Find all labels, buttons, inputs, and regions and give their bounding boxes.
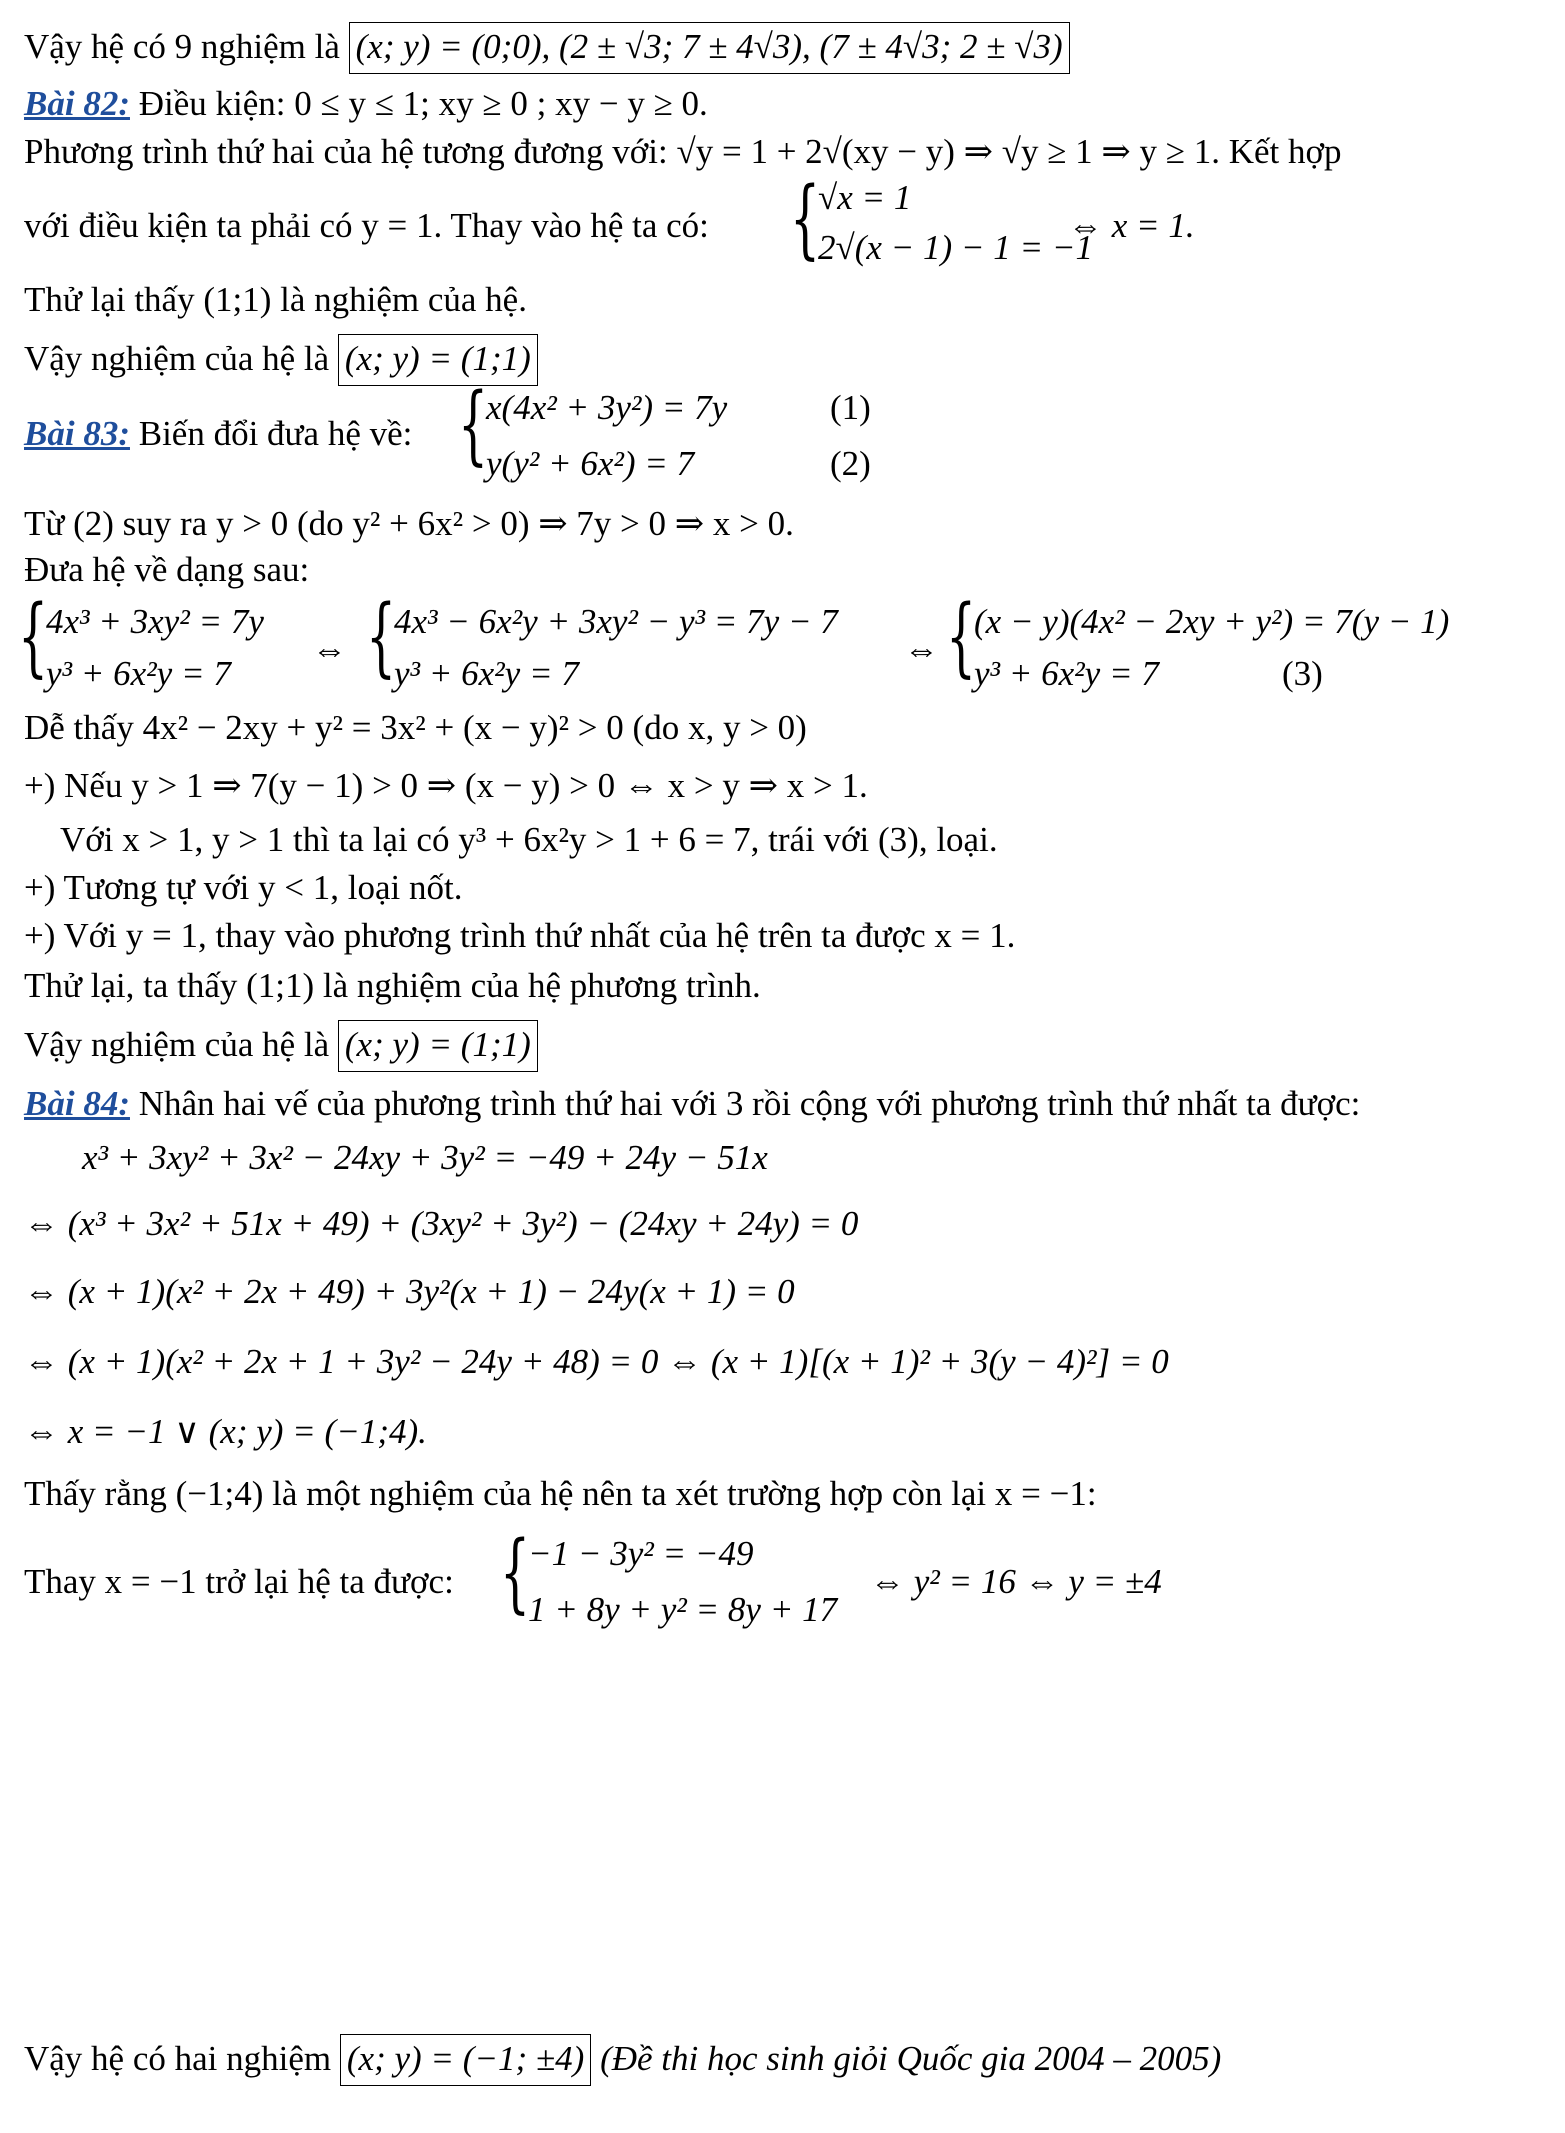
problem-83-header bbox=[24, 412, 412, 456]
system-eq-1: 4x³ + 3xy² = 7y bbox=[46, 602, 264, 641]
system-eq-2: y³ + 6x²y = 7 bbox=[394, 654, 579, 693]
text-line bbox=[24, 1472, 1097, 1516]
boxed-answer: (x; y) = (1;1) bbox=[338, 334, 538, 386]
equation-system bbox=[366, 587, 906, 694]
system-eq-1: x(4x² + 3y²) = 7y bbox=[486, 388, 728, 427]
equation-system bbox=[18, 587, 318, 694]
conclusion-text: Vậy nghiệm của hệ là bbox=[24, 1025, 330, 1064]
text-line bbox=[24, 204, 709, 248]
text-line bbox=[24, 706, 807, 750]
system-eq-2: 1 + 8y + y² = 8y + 17 bbox=[528, 1590, 838, 1629]
case-text: +) Nếu y > 1 ⇒ 7(y − 1) > 0 ⇒ (x − y) > 0 ⇔ x > y ⇒ x > 1. bbox=[24, 766, 868, 805]
derivation-line: ⇔ (x + 1)(x² + 2x + 49) + 3y²(x + 1) − 24y(x + 1) = 0 bbox=[24, 1272, 795, 1311]
equation-system bbox=[458, 375, 898, 492]
system-result: ⇔ y² = 16 ⇔ y = ±4 bbox=[870, 1562, 1162, 1601]
equation-tag: (2) bbox=[830, 444, 871, 483]
problem-82-condition: Điều kiện: 0 ≤ y ≤ 1; xy ≥ 0 ; xy − y ≥ 0. bbox=[138, 84, 708, 123]
problem-84-intro: Nhân hai vế của phương trình thứ hai với 3 rồi cộng với phương trình thứ nhất ta được: bbox=[138, 1084, 1361, 1123]
text-line bbox=[60, 818, 998, 862]
system-eq-2: 2√(x − 1) − 1 = −1 bbox=[818, 228, 1094, 267]
condition-text: với điều kiện ta phải có y = 1. Thay vào hệ ta có: bbox=[24, 206, 709, 245]
conclusion-line-bai81 bbox=[24, 22, 1070, 74]
brace-icon: { bbox=[458, 375, 489, 475]
conclusion-text: Vậy nghiệm của hệ là bbox=[24, 339, 330, 378]
deduction-text: Từ (2) suy ra y > 0 (do y² + 6x² > 0) ⇒ 7y > 0 ⇒ x > 0. bbox=[24, 504, 794, 543]
problem-83-intro: Biến đổi đưa hệ về: bbox=[138, 414, 413, 453]
case-text: +) Tương tự với y < 1, loại nốt. bbox=[24, 868, 463, 907]
conclusion-line-bai84 bbox=[24, 2034, 1221, 2086]
conclusion-text: Vậy hệ có hai nghiệm bbox=[24, 2039, 332, 2078]
boxed-answer: (x; y) = (1;1) bbox=[338, 1020, 538, 1072]
text-line bbox=[24, 964, 761, 1008]
system-eq-1: (x − y)(4x² − 2xy + y²) = 7(y − 1) bbox=[974, 602, 1450, 641]
text-line bbox=[24, 764, 868, 808]
derivation-line: ⇔ (x + 1)(x² + 2x + 1 + 3y² − 24y + 48) = 0 ⇔ (x + 1)[(x + 1)² + 3(y − 4)²] = 0 bbox=[24, 1342, 1169, 1381]
iff-symbol: ⇔ bbox=[312, 630, 347, 669]
transform-text: Đưa hệ về dạng sau: bbox=[24, 550, 310, 589]
substitution-text: Thay x = −1 trở lại hệ ta được: bbox=[24, 1562, 454, 1601]
brace-icon: { bbox=[790, 169, 821, 269]
problem-84-header bbox=[24, 1082, 1360, 1126]
brace-icon: { bbox=[946, 587, 977, 687]
case-text: Thấy rằng (−1;4) là một nghiệm của hệ nên ta xét trường hợp còn lại x = −1: bbox=[24, 1474, 1097, 1513]
system-result: ⇔ x = 1. bbox=[1068, 206, 1195, 245]
system-eq-1: √x = 1 bbox=[818, 178, 912, 217]
problem-82-header bbox=[24, 82, 708, 126]
text-line bbox=[1068, 204, 1195, 248]
brace-icon: { bbox=[18, 587, 49, 687]
text-line bbox=[24, 866, 463, 910]
boxed-answer: (x; y) = (−1; ±4) bbox=[340, 2034, 591, 2086]
text-line bbox=[24, 130, 1342, 174]
brace-icon: { bbox=[500, 1523, 531, 1623]
equation-system bbox=[500, 1523, 860, 1640]
conclusion-line-bai83 bbox=[24, 1020, 538, 1072]
case-text: Với x > 1, y > 1 thì ta lại có y³ + 6x²y > 1 + 6 = 7, trái với (3), loại. bbox=[60, 820, 998, 859]
verification-text: Thử lại thấy (1;1) là nghiệm của hệ. bbox=[24, 280, 527, 319]
equation-system bbox=[946, 587, 1546, 694]
case-text: +) Với y = 1, thay vào phương trình thứ nhất của hệ trên ta được x = 1. bbox=[24, 916, 1016, 955]
problem-83-title: Bài 83: bbox=[24, 414, 130, 453]
equation-system bbox=[790, 169, 1110, 276]
equation-tag: (1) bbox=[830, 388, 871, 427]
system-eq-1: −1 − 3y² = −49 bbox=[528, 1534, 754, 1573]
observation-text: Dễ thấy 4x² − 2xy + y² = 3x² + (x − y)² > 0 (do x, y > 0) bbox=[24, 708, 807, 747]
text-line bbox=[24, 548, 309, 592]
problem-84-title: Bài 84: bbox=[24, 1084, 130, 1123]
derivation-line: ⇔ (x³ + 3x² + 51x + 49) + (3xy² + 3y²) − (24xy + 24y) = 0 bbox=[24, 1204, 859, 1243]
brace-icon: { bbox=[366, 587, 397, 687]
boxed-answer: (x; y) = (0;0), (2 ± √3; 7 ± 4√3), (7 ± 4√3; 2 ± √3) bbox=[349, 22, 1070, 74]
verification-text: Thử lại, ta thấy (1;1) là nghiệm của hệ phương trình. bbox=[24, 966, 761, 1005]
system-eq-2: y³ + 6x²y = 7 bbox=[46, 654, 231, 693]
text-line bbox=[24, 278, 527, 322]
derivation-line: x³ + 3xy² + 3x² − 24xy + 3y² = −49 + 24y − 51x bbox=[82, 1138, 768, 1177]
equation-tag: (3) bbox=[1282, 654, 1323, 693]
text-line bbox=[24, 914, 1015, 958]
system-eq-2: y(y² + 6x²) = 7 bbox=[486, 444, 695, 483]
system-eq-1: 4x³ − 6x²y + 3xy² − y³ = 7y − 7 bbox=[394, 602, 838, 641]
derivation-line: ⇔ x = −1 ∨ (x; y) = (−1;4). bbox=[24, 1412, 427, 1451]
equivalence-text: Phương trình thứ hai của hệ tương đương với: √y = 1 + 2√(xy − y) ⇒ √y ≥ 1 ⇒ y ≥ 1. Kết hợp bbox=[24, 132, 1342, 171]
text-line bbox=[24, 1560, 454, 1604]
iff-symbol: ⇔ bbox=[904, 630, 939, 669]
text-line bbox=[24, 502, 794, 546]
system-eq-2: y³ + 6x²y = 7 bbox=[974, 654, 1159, 693]
problem-82-title: Bài 82: bbox=[24, 84, 130, 123]
source-citation: (Đề thi học sinh giỏi Quốc gia 2004 – 2005) bbox=[600, 2039, 1222, 2078]
conclusion-text: Vậy hệ có 9 nghiệm là bbox=[24, 27, 340, 66]
